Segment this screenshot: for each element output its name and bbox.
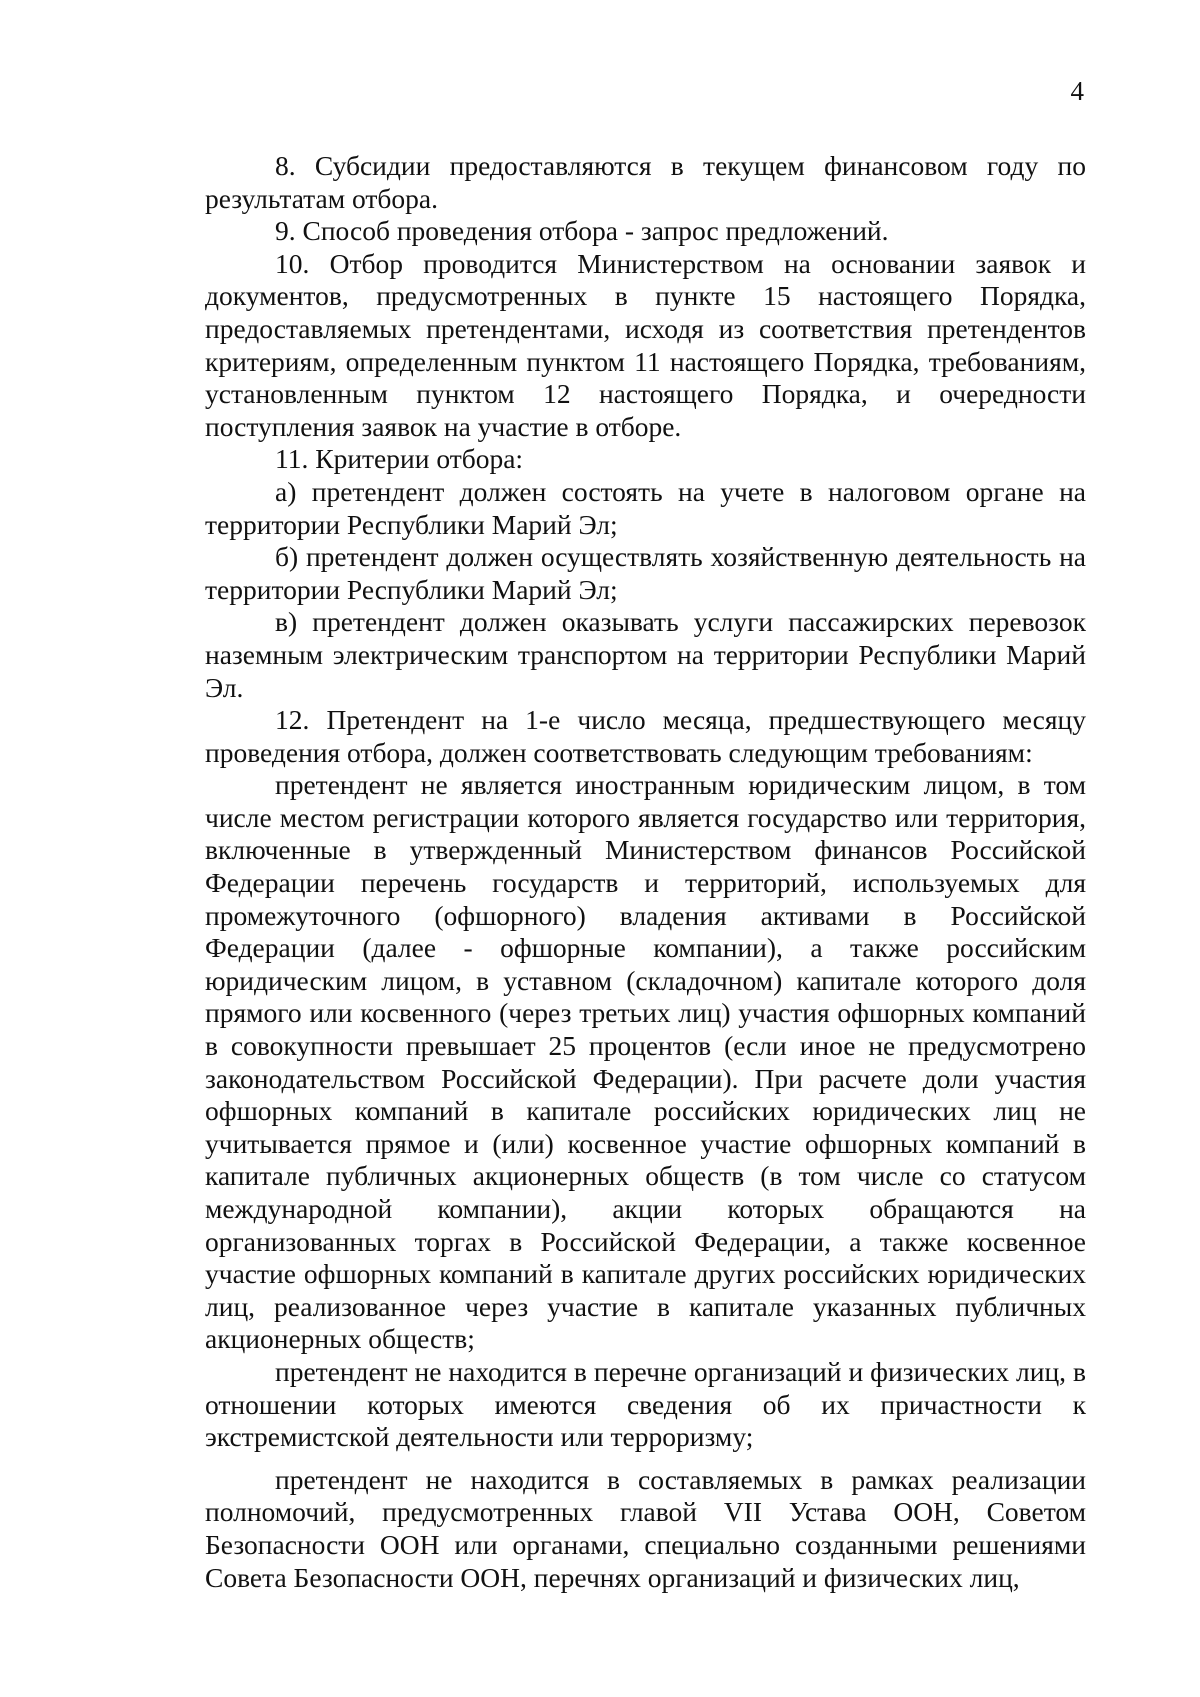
document-body — [205, 150, 1086, 1594]
criterion-a: а) претендент должен состоять на учете в налоговом органе на территории Республики Марий Эл; — [205, 475, 1086, 540]
paragraph-12-requirements: 12. Претендент на 1-е число месяца, предшествующего месяцу проведения отбора, должен соответствовать следующим требованиям: — [205, 704, 1086, 768]
criterion-c: в) претендент должен оказывать услуги пассажирских перевозок наземным электрическим транспортом на территории Республики Марий Эл. — [205, 606, 1086, 703]
requirement-not-foreign-entity: претендент не является иностранным юридическим лицом, в том числе местом регистрации которого является государство или территория, включенные в утвержденный Министерством финансов Российской Федерации перечень государств и территорий, используемых для промежуточного (офшорного) владения активами в Российской Федерации (далее - офшорные компании), а также российским юридическим лицом, в уставном (складочном) капитале которого доля прямого или косвенного (через третьих лиц) участия офшорных компаний в совокупности превышает 25 процентов (если иное не предусмотрено законодательством Российской Федерации). При расчете доли участия офшорных компаний в капитале российских юридических лиц не учитывается прямое и (или) косвенное участие офшорных компаний в капитале публичных акционерных обществ (в том числе со статусом международной компании), акции которых обращаются на организованных торгах в Российской Федерации, а также косвенное участие офшорных компаний в капитале других российских юридических лиц, реализованное через участие в капитале указанных публичных акционерных обществ; — [205, 769, 1086, 1355]
page-number: 4 — [1070, 76, 1084, 106]
paragraph-8-subsidies-timing: 8. Субсидии предоставляются в текущем финансовом году по результатам отбора. — [205, 150, 1086, 214]
paragraph-11-criteria-heading: 11. Критерии отбора: — [275, 443, 524, 475]
paragraph-10-selection-procedure: 10. Отбор проводится Министерством на основании заявок и документов, предусмотренных в пункте 15 настоящего Порядка, предоставляемых претендентами, исходя из соответствия претендентов критериям, определенным пунктом 11 настоящего Порядка, требованиям, установленным пунктом 12 настоящего Порядка, и очередности поступления заявок на участие в отборе. — [205, 247, 1086, 442]
paragraph-9-selection-method: 9. Способ проведения отбора - запрос предложений. — [275, 215, 889, 247]
criterion-b: б) претендент должен осуществлять хозяйственную деятельность на территории Республики Марий Эл; — [205, 541, 1086, 605]
requirement-not-extremist-list: претендент не находится в перечне организаций и физических лиц, в отношении которых имеются сведения об их причастности к экстремистской деятельности или терроризму; — [205, 1355, 1086, 1453]
requirement-not-un-sanctions-list: претендент не находится в составляемых в рамках реализации полномочий, предусмотренных главой VII Устава ООН, Советом Безопасности ООН или органами, специально созданными решениями Совета Безопасности ООН, перечнях организаций и физических лиц, — [205, 1463, 1086, 1593]
